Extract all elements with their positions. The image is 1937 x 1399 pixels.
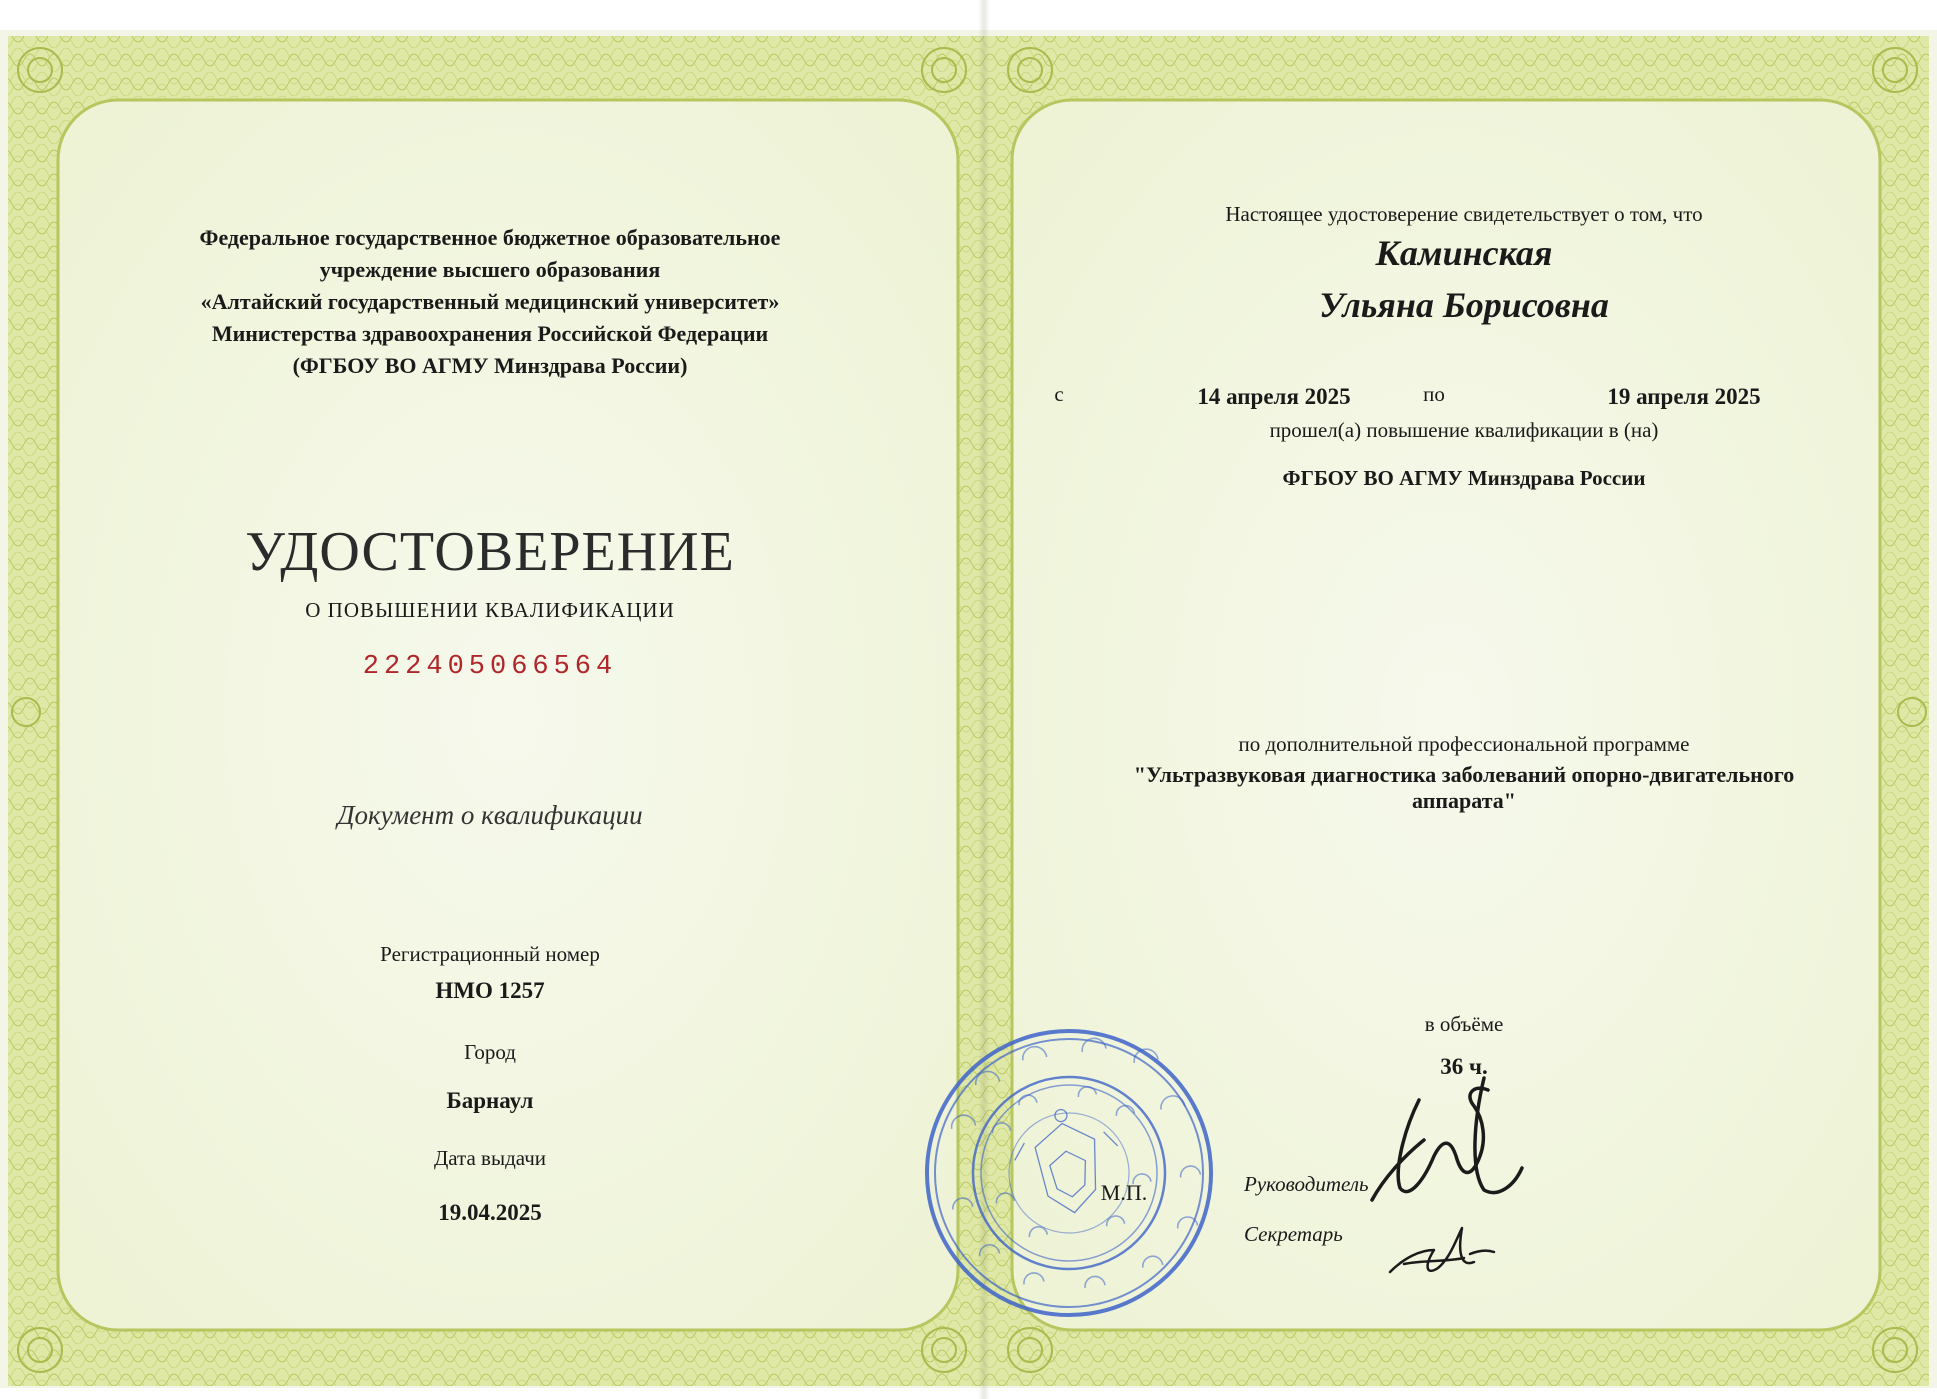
- right-page: [984, 0, 1937, 1399]
- document-number: 222405066564: [362, 652, 618, 682]
- document-title: УДОСТОВЕРЕНИЕ: [245, 521, 735, 583]
- passed-text: прошел(а) повышение квалификации в (на): [1269, 418, 1659, 442]
- holder-surname: Каминская: [1375, 233, 1553, 273]
- organization: ФГБОУ ВО АГМУ Минздрава России: [1282, 466, 1646, 490]
- intro-text: Настоящее удостоверение свидетельствует о том, что: [1225, 202, 1703, 226]
- volume-label: в объёме: [1424, 1012, 1504, 1036]
- institution-line: Федеральное государственное бюджетное образовательное: [199, 225, 781, 250]
- issue-date-label: Дата выдачи: [433, 1146, 547, 1170]
- document-type: Документ о квалификации: [337, 800, 643, 830]
- holder-name: Ульяна Борисовна: [1319, 285, 1609, 325]
- secretary-label: Секретарь: [1244, 1222, 1343, 1246]
- program-title-line1: "Ультразвуковая диагностика заболеваний опорно-двигательного: [1133, 762, 1795, 787]
- institution-line: (ФГБОУ ВО АГМУ Минздрава России): [292, 353, 688, 378]
- from-date: 14 апреля 2025: [1197, 384, 1351, 409]
- from-label: с: [1054, 382, 1064, 406]
- institution-line: учреждение высшего образования: [319, 257, 661, 282]
- program-label: по дополнительной профессиональной программе: [1238, 732, 1690, 756]
- issue-date-value: 19.04.2025: [438, 1200, 542, 1225]
- institution-line: Министерства здравоохранения Российской Федерации: [211, 321, 769, 346]
- secretary-signature: [1384, 1210, 1504, 1290]
- institution-line: «Алтайский государственный медицинский университет»: [200, 289, 780, 314]
- official-stamp: [914, 1018, 1224, 1328]
- to-label: по: [1423, 382, 1445, 406]
- document-subtitle: О ПОВЫШЕНИИ КВАЛИФИКАЦИИ: [305, 598, 675, 622]
- institution-name: [90, 222, 890, 382]
- city-value: Барнаул: [446, 1088, 534, 1113]
- head-signature: [1364, 1060, 1534, 1230]
- to-date: 19 апреля 2025: [1607, 384, 1761, 409]
- head-label: Руководитель: [1244, 1172, 1369, 1196]
- registration-number: НМО 1257: [435, 978, 545, 1003]
- volume-value: 36 ч.: [1440, 1054, 1488, 1079]
- city-label: Город: [464, 1040, 516, 1064]
- registration-label: Регистрационный номер: [380, 942, 600, 966]
- program-title-line2: аппарата": [1411, 788, 1517, 813]
- stamp-mark: М.П.: [1100, 1180, 1148, 1205]
